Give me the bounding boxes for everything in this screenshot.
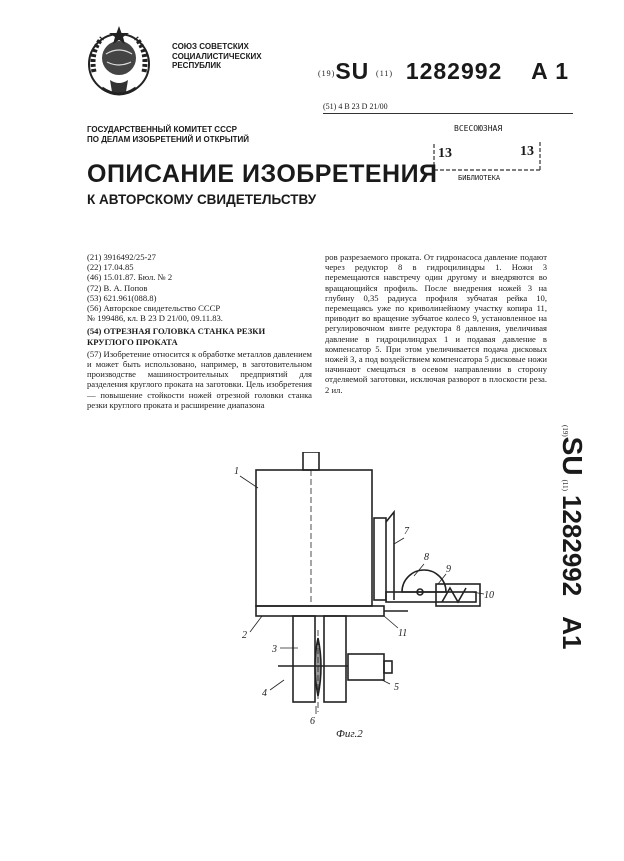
union-line: СОЮЗ СОВЕТСКИХ [172,42,249,51]
technical-drawing [198,452,528,752]
biblio-line: (21) 3916492/25-27 [87,252,156,262]
sidebar-number: 1282992 [557,494,587,597]
biblio-line: (22) 17.04.85 [87,262,134,273]
sidebar-code-11: (11) [561,479,569,491]
biblio-line: (46) 15.01.87. Бюл. № 2 [87,272,173,283]
stamp-bottom: БИБЛИОТЕКА [458,174,501,182]
label-4: 4 [262,688,267,699]
label-9: 9 [446,564,451,575]
stamp-left-number: 13 [438,146,452,161]
union-line: СОЦИАЛИСТИЧЕСКИХ [172,51,262,61]
stamp-right-number: 13 [520,144,534,159]
ipc-classification [323,102,388,111]
sidebar-country: SU [557,436,588,476]
ipc-value: В 23 D 21/00 [344,102,388,111]
biblio-line: № 199486, кл. В 23 D 21/00, 09.11.83. [87,313,223,324]
code-19: (19) [318,69,336,79]
label-5: 5 [394,682,399,693]
label-8: 8 [424,552,429,563]
biblio-line: (72) В. А. Попов [87,282,148,293]
patent-number: 1282992 [405,58,503,84]
vertical-publication-number [548,425,588,705]
code-11: (11) [376,69,394,79]
abstract-part-1: (57) Изобретение относится к обработке металлов давлением и может быть использовано, например, в заготовительном производстве машиностроительных предприятий для разделения круглого проката на заготовки. Цель изобретения — повышение стойкости ножей отрезной головки станка резки круглого проката и расширение диапазона [87,348,312,410]
abstract-part-2: ров разрезаемого проката. От гидронасоса давление подают через редуктор 8 в гидроцилиндры 1. Ножи 3 перемещаются навстречу один другому и внедряются во вращающийся профиль. После внедрения ножей 3 на глубину 0,35 радиуса профиля зубчатая рейка 10, перемещаясь уже по криволинейному участку копира 11, приводит во вращение зубчатое колесо 9, установленное на регулировочном винте редуктора 8 давления, увеличивая давление в гидроцилиндрах 1 и подавая давление в компенсатор 5. При этом увеличивается подача дисковых ножей 3, а под воздействием компенсатора 5 дисковые ножи начинают смещаться в осевом направлении в сторону отделяемой заготовки, исключая разворот в плоскости реза. 2 ил. [325,252,547,395]
sidebar-code-19: (19) [561,425,569,437]
label-10: 10 [484,590,494,601]
ussr-emblem [80,22,158,102]
bibliographic-data [87,252,312,323]
library-stamp [428,122,546,188]
label-2: 2 [242,630,247,641]
ipc-rule [323,113,573,114]
committee-line: ПО ДЕЛАМ ИЗОБРЕТЕНИЙ И ОТКРЫТИЙ [87,135,250,144]
label-11: 11 [398,628,408,639]
sidebar-text [556,425,588,649]
document-title: ОПИСАНИЕ ИЗОБРЕТЕНИЯ [87,160,438,188]
stamp-top: ВСЕСОЮЗНАЯ [454,124,503,133]
committee [87,125,287,145]
label-7: 7 [404,526,409,537]
left-column [87,252,312,410]
invention-title: (54) ОТРЕЗНАЯ ГОЛОВКА СТАНКА РЕЗКИ КРУГЛОГО ПРОКАТА [87,326,266,347]
sidebar-kind: A1 [557,616,587,650]
kind-code: A 1 [531,58,570,84]
committee-line: ГОСУДАРСТВЕННЫЙ КОМИТЕТ СССР [87,125,237,134]
country-code: SU [335,58,370,84]
label-1: 1 [234,466,239,477]
biblio-line: (56) Авторское свидетельство СССР [87,303,221,314]
biblio-line: (53) 621.961(088.8) [87,292,157,303]
label-6: 6 [310,716,315,727]
figure-caption: Фиг.2 [336,728,363,740]
publication-number [318,58,569,85]
document-subtitle: К АВТОРСКОМУ СВИДЕТЕЛЬСТВУ [87,192,317,207]
label-3: 3 [272,644,277,655]
union-line: РЕСПУБЛИК [172,61,221,70]
ipc-code: (51) 4 [323,102,343,111]
union-name [172,42,282,71]
